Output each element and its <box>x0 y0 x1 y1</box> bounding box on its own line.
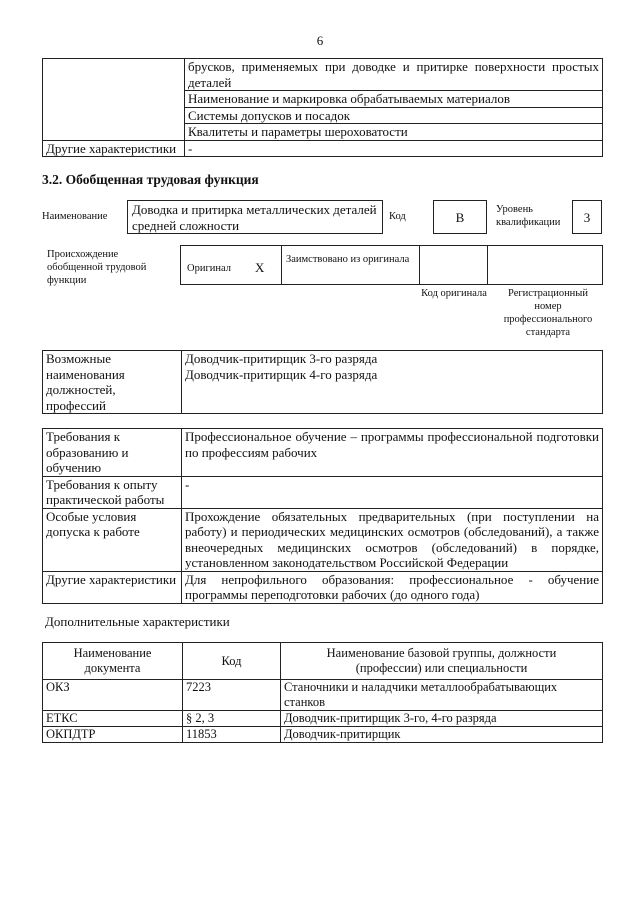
group-cell: Доводчик-притирщик 3-го, 4-го разряда <box>281 711 603 727</box>
table-row <box>43 727 603 743</box>
knowledge-item: Наименование и маркировка обрабатываемых материалов <box>185 91 603 108</box>
positions-table <box>42 350 603 414</box>
divider <box>487 246 488 284</box>
requirement-label: Другие характеристики <box>43 571 182 603</box>
requirements-table <box>42 428 603 604</box>
table-row <box>43 571 603 603</box>
skills-table <box>42 58 603 157</box>
name-label: Наименование <box>42 211 108 222</box>
requirement-value: - <box>182 476 603 508</box>
additional-title: Дополнительные характеристики <box>45 614 230 629</box>
doc-cell: ОКЗ <box>43 680 183 711</box>
group-cell: Доводчик-притирщик <box>281 727 603 743</box>
empty-cell <box>43 59 185 141</box>
table-row <box>43 59 603 91</box>
original-mark: X <box>255 260 265 275</box>
position-item: Доводчик-притирщик 4-го разряда <box>185 366 378 382</box>
requirement-label: Требования к опыту практической работы <box>43 476 182 508</box>
positions-label: Возможные наименования должностей, профессий <box>43 351 182 414</box>
requirement-label: Требования к образованию и обучению <box>43 429 182 477</box>
level-label: Уровень квалификации <box>496 204 561 228</box>
section-title: 3.2. Обобщенная трудовая функция <box>42 172 259 187</box>
table-row <box>43 140 603 157</box>
registration-caption: Регистрационный номер профессионального стандарта <box>503 288 593 338</box>
position-item: Доводчик-притирщик 3-го разряда <box>185 351 378 366</box>
other-characteristics-label: Другие характеристики <box>43 140 185 157</box>
doc-cell: ОКПДТР <box>43 727 183 743</box>
table-header-row <box>43 643 603 680</box>
divider <box>419 246 420 284</box>
other-characteristics-value: - <box>185 140 603 157</box>
divider <box>281 246 282 284</box>
borrowed-label: Заимствовано из оригинала <box>286 254 410 265</box>
origin-label: Происхождение обобщенной трудовой функции <box>47 249 147 286</box>
table-row <box>43 351 603 414</box>
table-row <box>43 508 603 571</box>
requirement-value: Для непрофильного образования: профессиональное - обучение программы переподготовки рабочих (до одного года) <box>182 571 603 603</box>
function-code-box: B <box>433 200 487 234</box>
requirement-label: Особые условия допуска к работе <box>43 508 182 571</box>
code-label: Код <box>389 211 406 222</box>
knowledge-item: брусков, применяемых при доводке и притирке поверхности простых деталей <box>185 59 603 91</box>
page-number: 6 <box>316 33 324 48</box>
header-code: Код <box>183 643 281 680</box>
code-cell: 7223 <box>183 680 281 711</box>
requirement-value: Профессиональное обучение – программы профессиональной подготовки по профессиям рабочих <box>182 429 603 477</box>
header-group-name: Наименование базовой группы, должности (профессии) или специальности <box>281 643 603 680</box>
positions-values <box>182 351 603 414</box>
original-label: Оригинал <box>187 263 231 274</box>
table-row <box>43 680 603 711</box>
function-name-box: Доводка и притирка металлических деталей средней сложности <box>127 200 383 234</box>
table-row <box>43 476 603 508</box>
code-cell: 11853 <box>183 727 281 743</box>
additional-table <box>42 642 603 743</box>
header-document: Наименование документа <box>43 643 183 680</box>
group-cell: Станочники и наладчики металлообрабатывающих станков <box>281 680 603 711</box>
level-value-box: 3 <box>572 200 602 234</box>
origin-table <box>180 245 603 285</box>
knowledge-item: Системы допусков и посадок <box>185 107 603 124</box>
doc-cell: ЕТКС <box>43 711 183 727</box>
requirement-value: Прохождение обязательных предварительных (при поступлении на работу) и периодических медицинских осмотров (обследований), а также внеочередных медицинских осмотров (обследований) в порядке, установленном законодательством Российской Федерации <box>182 508 603 571</box>
code-original-caption: Код оригинала <box>421 288 487 299</box>
knowledge-item: Квалитеты и параметры шероховатости <box>185 124 603 141</box>
table-row <box>43 711 603 727</box>
code-cell: § 2, 3 <box>183 711 281 727</box>
table-row <box>43 429 603 477</box>
